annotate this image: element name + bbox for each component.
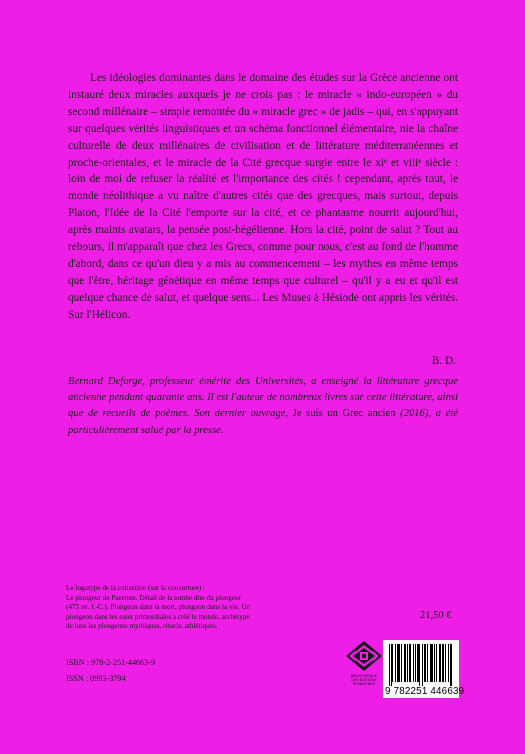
bio-text-1: Bernard Deforge, professeur émérite des Universités, a enseigné la littérature grecque ancienne pendant quarante ans. Il est l'auteur de nombreux livres sur cette littérature, ainsi que de recueils de poèmes. Son dernier ouvrage,	[68, 376, 458, 420]
barcode-bar	[436, 644, 437, 682]
barcode-digits: 9 782251 446639	[385, 686, 465, 697]
barcode-bar	[431, 644, 432, 682]
barcode-bar	[418, 644, 419, 682]
issn: ISSN : 0993-3794	[66, 674, 126, 683]
barcode-bar	[397, 644, 398, 682]
barcode-bar	[410, 644, 411, 682]
barcode-bars	[389, 644, 453, 686]
caption-line: Le plongeur de Paestum. Détail de la tombe dite du plongeur	[66, 593, 242, 602]
caption-line: (475 av. J.-C.). Plongeon dans la mort, plongeon dans la vie. Un	[66, 603, 251, 612]
barcode	[383, 640, 465, 698]
barcode-bar	[392, 644, 393, 682]
barcode-bar	[419, 644, 420, 686]
barcode-bar	[399, 644, 400, 682]
barcode-bar	[401, 644, 402, 682]
barcode-bar	[398, 644, 399, 682]
barcode-bar	[451, 644, 452, 686]
barcode-bar	[430, 644, 431, 682]
publisher-name: BYZANTINES	[352, 682, 376, 686]
barcode-bar	[432, 644, 433, 682]
publisher-emblem-icon	[345, 640, 383, 672]
barcode-bar	[440, 644, 441, 682]
barcode-bar	[413, 644, 414, 682]
logo-caption	[66, 584, 328, 632]
barcode-bar	[434, 644, 435, 682]
barcode-bar	[404, 644, 405, 682]
bio-text-2: (2016), a été particulièrement salué par la presse.	[68, 408, 458, 436]
barcode-bar	[443, 644, 444, 682]
barcode-bar	[422, 644, 423, 686]
barcode-bar	[450, 644, 451, 686]
caption-line: de tous les plongeons mythiques, rituels, athlétiques.	[66, 622, 218, 631]
publisher-logo	[345, 640, 383, 686]
barcode-bar	[442, 644, 443, 682]
isbn: ISBN : 978-2-251-44663-9	[66, 658, 156, 667]
main-paragraph: Les idéologies dominantes dans le domaine des études sur la Grèce ancienne ont instauré deux miracles auxquels je ne crois pas : le miracle « indo-européen » du second millénaire – simple remontée du « miracle grec » de jadis – qui, en s'appuyant sur quelques vérités linguistiques et un schéma fonctionnel élémentaire, nie la chaîne culturelle de deux millénaires de civilisation et de littérature méditerranéennes et proche-orientales, et le miracle de la Cité grecque surgie entre le xiᵉ et viiiᵉ siècle : loin de moi de refuser la réalité et l'importance des cités ! cependant, après tout, le monde néolithique a vu naître d'autres cités que des grecques, mais surtout, depuis Platon, l'Idée de la Cité l'emporte sur la cité, et ce phantasme nourrit aujourd'hui, après maints avatars, la pensée post-hégélienne. Hors la cité, point de salut ? Tout au rebours, il m'apparaît que chez les Grecs, comme pour nous, c'est au fond de l'homme d'abord, dans ce qu'un dieu y a mis au commencement – les mythes en même temps que l'être, héritage génétique en même temps que culturel – qu'il y a eu et qu'il est quelque chance de salut, et quelque sens... Les Muses à Hésiode ont appris les vérités. Sur l'Hélicon.	[68, 72, 458, 321]
barcode-bar	[448, 644, 449, 682]
barcode-bar	[405, 644, 406, 682]
barcode-bar	[407, 644, 408, 682]
barcode-bar	[427, 644, 428, 682]
publisher-name: BIBLIOTHÈQUE	[350, 674, 378, 678]
barcode-bar	[389, 644, 390, 686]
barcode-bar	[395, 644, 396, 682]
barcode-bar	[424, 644, 425, 682]
publisher-name: DES ÉDITIONS	[351, 678, 377, 682]
barcode-bar	[391, 644, 392, 686]
barcode-bar	[409, 644, 410, 682]
book-title: Je suis un Grec ancien	[292, 408, 396, 420]
barcode-bar	[439, 644, 440, 682]
price: 21,50 €	[420, 610, 452, 621]
barcode-bar	[425, 644, 426, 682]
caption-line: Le logotype de la collection (sur la couverture) :	[66, 584, 205, 592]
barcode-bar	[417, 644, 418, 682]
back-cover-text	[68, 70, 458, 324]
caption-line: plongeon dans les eaux primordiales a créé le monde, archétype	[66, 612, 250, 621]
author-bio	[68, 374, 458, 439]
barcode-bar	[445, 644, 446, 682]
barcode-bar	[415, 644, 416, 682]
signature: B. D.	[431, 355, 456, 367]
